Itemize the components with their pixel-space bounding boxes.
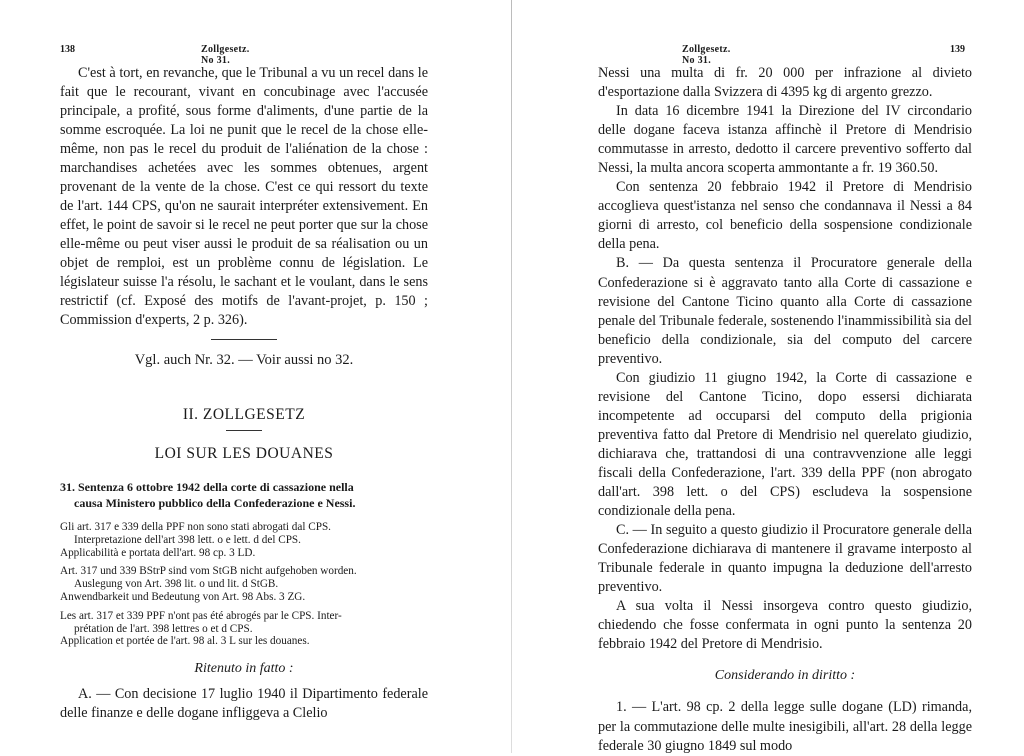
left-page-number: 138: [60, 44, 75, 55]
separator-rule: [211, 339, 277, 340]
section-subtitle: LOI SUR LES DOUANES: [154, 445, 334, 462]
right-header-title: Zollgesetz. No 31.: [682, 44, 731, 66]
paragraph-continued: Nessi una multa di fr. 20 000 per infrazione al divieto d'esportazione dalla Svizzera di 4395 kg di argento grezzo.: [598, 65, 972, 101]
paragraph-istanza: In data 16 dicembre 1941 la Direzione del IV circondario delle dogane faceva istanza affinchè il Pretore di Mendrisio commutasse in arresto, dedotto il carcere preventivo sofferto dal Nessi, la multa ancora scoperta ammontante a fr. 19 360.50.: [598, 103, 972, 177]
right-page: [512, 0, 1024, 753]
regeste-french: Les art. 317 et 339 PPF n'ont pas été abrogés par le CPS. Inter- prétation de l'art. 398 lettres o et d CPS. Application et portée de l'art. 98 al. 3 L sur les douanes.: [60, 609, 342, 648]
paragraph-c: C. — In seguito a questo giudizio il Procuratore generale della Confederazione dichiarava di mantenere il gravame interposto al Tribunale federale in quanto impugna la deduzione dell'arresto preventivo.: [598, 522, 972, 596]
title-rule: [226, 430, 262, 431]
cross-reference: Vgl. auch Nr. 32. — Voir aussi no 32.: [134, 352, 354, 368]
left-page: [0, 0, 512, 753]
left-header-title: Zollgesetz. No 31.: [201, 44, 250, 66]
regeste-german: Art. 317 und 339 BStrP sind vom StGB nicht aufgehoben worden. Auslegung von Art. 398 lit. o und lit. d StGB. Anwendbarkeit und Bedeutung von Art. 98 Abs. 3 ZG.: [60, 565, 357, 603]
considerando-heading: Considerando in diritto :: [714, 668, 856, 684]
section-title: II. ZOLLGESETZ: [182, 406, 306, 423]
left-text-column: [60, 64, 428, 723]
fact-a-paragraph: A. — Con decisione 17 luglio 1940 il Dipartimento federale delle finanze e delle dogane infliggeva a Clelio: [60, 686, 428, 722]
right-text-column: [598, 64, 972, 756]
judgment-heading: 31. Sentenza 6 ottobre 1942 della corte di cassazione nella causa Ministero pubblico della Confederazione e Nessi.: [60, 480, 356, 510]
paragraph-nessi: A sua volta il Nessi insorgeva contro questo giudizio, chiedendo che fosse confermata in ogni punto la sentenza 20 febbraio 1942 del Pretore di Mendrisio.: [598, 598, 972, 653]
paragraph-b: B. — Da questa sentenza il Procuratore generale della Confederazione si è aggravato tanto alla Corte di cassazione e revisione del Cantone Ticino quanto alla Corte di cassazione penale del Tribunale federale, sostenendo l'inammissibilità sia del beneficio della condizionale, sia del computo del carcere preventivo.: [598, 255, 972, 367]
regeste-italian: Gli art. 317 e 339 della PPF non sono stati abrogati dal CPS. Interpretazione dell'art 398 lett. o e lett. d del CPS. Applicabilità e portata dell'art. 98 cp. 3 LD.: [60, 521, 331, 559]
french-paragraph: C'est à tort, en revanche, que le Tribunal a vu un recel dans le fait que le recourant, vivant en concubinage avec l'accusée principale, a profité, sous forme d'aliments, d'une partie de la somme escroquée. La loi ne punit que le recel de la chose elle-même, non pas le recel du produit de l'aliénation de la chose : marchandises achetées avec les sommes obtenues, argent provenant de la vente de la chose. C'est ce qui ressort du texte de l'art. 144 CPS, qu'on ne saurait interpréter extensivement. En effet, le point de savoir si le recel ne peut porter que sur la chose elle-même ou peut viser aussi le produit de sa réalisation ou un objet de remploi, est un problème connu de législation. Le législateur suisse l'a résolu, le sachant et le voulant, dans le sens restrictif (cf. Exposé des motifs de l'avant-projet, p. 150 ; Commission d'experts, 2 p. 326).: [60, 65, 428, 328]
paragraph-giudizio: Con giudizio 11 giugno 1942, la Corte di cassazione e revisione del Cantone Ticino, dopo essersi dichiarata incompetente ad occuparsi del computo della prigionia preventiva fatto dal Pretore di Mendrisio nel querelato giudizio, dichiarava che, trattandosi di una contravvenzione alle leggi fiscali della Confederazione, l'art. 339 della PPF (non abrogato dall'art. 398 lett. o del CPS) escludeva la sospensione condizionale della pena.: [598, 369, 972, 520]
paragraph-law-1: 1. — L'art. 98 cp. 2 della legge sulle dogane (LD) rimanda, per la commutazione delle multe inesigibili, all'art. 28 della legge federale 30 giugno 1849 sul modo: [598, 699, 972, 754]
paragraph-sentenza: Con sentenza 20 febbraio 1942 il Pretore di Mendrisio accoglieva quest'istanza nel senso che condannava il Nessi a 84 giorni di arresto, col beneficio della sospensione condizionale della pena.: [598, 179, 972, 253]
ritenuto-heading: Ritenuto in fatto :: [194, 661, 294, 677]
right-page-number: 139: [950, 44, 965, 55]
